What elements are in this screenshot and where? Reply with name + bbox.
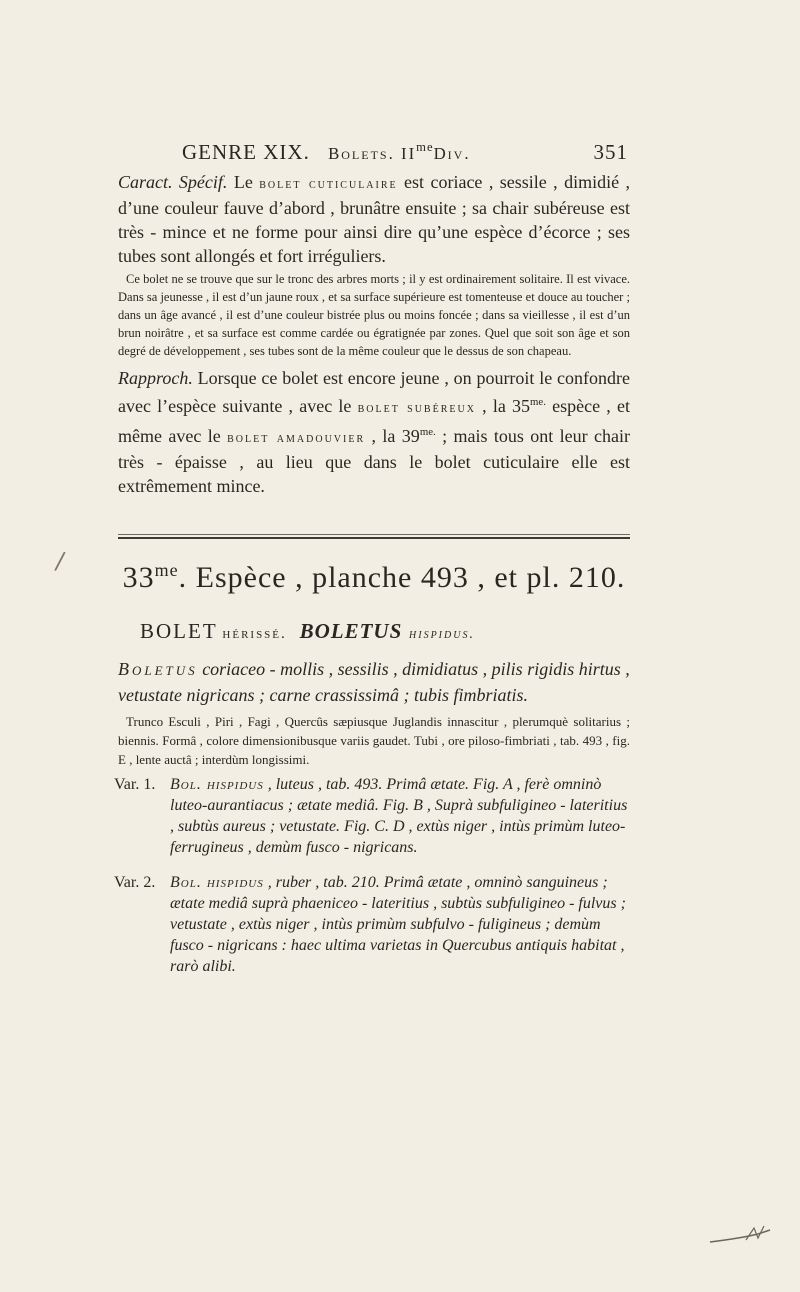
latin-note: Trunco Esculi , Piri , Fagi , Quercûs sæpiusque Juglandis innascitur , plerumquè solitarius ; biennis. Formâ , colore dimensionibusque variis gaudet. Tubi , ore piloso-fimbriati , tab. 493 , fig. E , lente auctâ ; interdùm longissimi. [118, 714, 630, 767]
running-header [182, 140, 628, 165]
species-title [140, 619, 620, 644]
genre-label: GENRE XIX. [182, 140, 310, 164]
rapproch-text4: , la 39 [365, 426, 420, 446]
caract-text2: est coriace , sessile , dimidié , d’une couleur fauve d’abord , brunâtre ensuite ; sa chair subéreuse est très - mince et ne forme pour ainsi dire qu’une espèce d’écorce ; ses tubes sont allongés et fort irréguliers. [118, 172, 631, 266]
variety-2-num: Var. 2. [114, 874, 156, 891]
section-sup: me [416, 140, 434, 154]
caract-lead: Caract. Spécif. [118, 172, 228, 192]
rapproch-name1: bolet subéreux [357, 400, 476, 416]
variety-2-name: Bol. hispidus [170, 874, 264, 891]
page-number: 351 [593, 140, 628, 164]
section-end: Div. [433, 144, 471, 163]
caract-paragraph [118, 170, 630, 268]
rapproch-text1: Lorsque ce bolet est encore jeune , on pourroit le confondre avec l’espèce suivante , avec le [118, 368, 630, 416]
diagnosis-text: coriaceo - mollis , sessilis , dimidiatus , pilis rigidis hirtus , vetustate nigricans ; carne crassissimâ ; tubis fimbriatis. [118, 659, 630, 705]
caract-text1: Le [227, 172, 260, 192]
variety-1-num: Var. 1. [114, 776, 156, 793]
rapproch-text3: espèce , et même avec le [118, 396, 630, 446]
species-text: . Espèce , planche 493 , et pl. 210. [178, 561, 626, 594]
title-latin: BOLETUS [299, 619, 403, 643]
species-number: 33 [122, 561, 155, 594]
rapproch-lead: Rapproch. [118, 368, 193, 388]
species-sup: me [154, 560, 179, 580]
variety-2-text: , ruber , tab. 210. Primâ ætate , omninò sanguineus ; ætate mediâ suprà phaeniceo - lateritius , subtùs subfuligineo - fulvus ; vetustate , extùs niger , intùs primùm subfulvo - fuligineus ; demùm fusco - nigricans : haec ultima varietas in Quercubus antiquis habitat , rarò alibi. [170, 874, 626, 975]
divider-thick [118, 537, 630, 539]
rapproch-name2: bolet amadouvier [227, 430, 366, 446]
divider-thin [118, 534, 630, 535]
variety-1-name: Bol. hispidus [170, 776, 264, 793]
variety-1-text: , luteus , tab. 493. Primâ ætate. Fig. A , ferè omninò luteo-aurantiacus ; ætate mediâ. Fig. B , Suprà subfuligineo - lateritius , subtùs aureus ; vetustate. Fig. C. D , extùs niger , intùs primùm luteo-ferrugineus , demùm fusco - nigricans. [170, 776, 628, 856]
rapproch-sup2: me. [419, 426, 436, 438]
rapproch-paragraph [118, 366, 630, 498]
title-french-sub: hérissé. [222, 625, 287, 642]
ink-stamp-mark [706, 1220, 776, 1250]
diagnosis-lead: Boletus [118, 659, 198, 679]
rapproch-text5: ; mais tous ont leur chair très - épaisse , au lieu que dans le bolet cuticulaire elle est extrêmement mince. [118, 426, 630, 496]
caract-name: bolet cuticulaire [259, 176, 398, 192]
rapproch-sup1: me. [530, 396, 546, 408]
note-paragraph: Ce bolet ne se trouve que sur le tronc des arbres morts ; il y est ordinairement solitaire. Il est vivace. Dans sa jeunesse , il est d’un jaune roux , et sa surface supérieure est tomenteuse et douce au toucher ; dans un âge avancé , il est d’une couleur bistrée plus ou moins foncée ; dans sa vieillesse , il est d’un brun noirâtre , et sa surface est comme cardée ou égratignée par zones. Quel que soit son âge et son degré de développement , ses tubes sont de la même couleur que le dessus de son chapeau. [118, 272, 630, 358]
pencil-mark: / [53, 546, 67, 576]
rapproch-text2: , la 35 [475, 396, 531, 416]
section-label: Bolets. II [328, 144, 417, 163]
variety-1 [114, 774, 630, 858]
title-latin-sub: hispidus. [409, 627, 475, 642]
title-french: BOLET [140, 619, 218, 643]
diagnosis-paragraph [118, 656, 630, 708]
species-heading [118, 560, 630, 595]
variety-2 [114, 872, 630, 977]
